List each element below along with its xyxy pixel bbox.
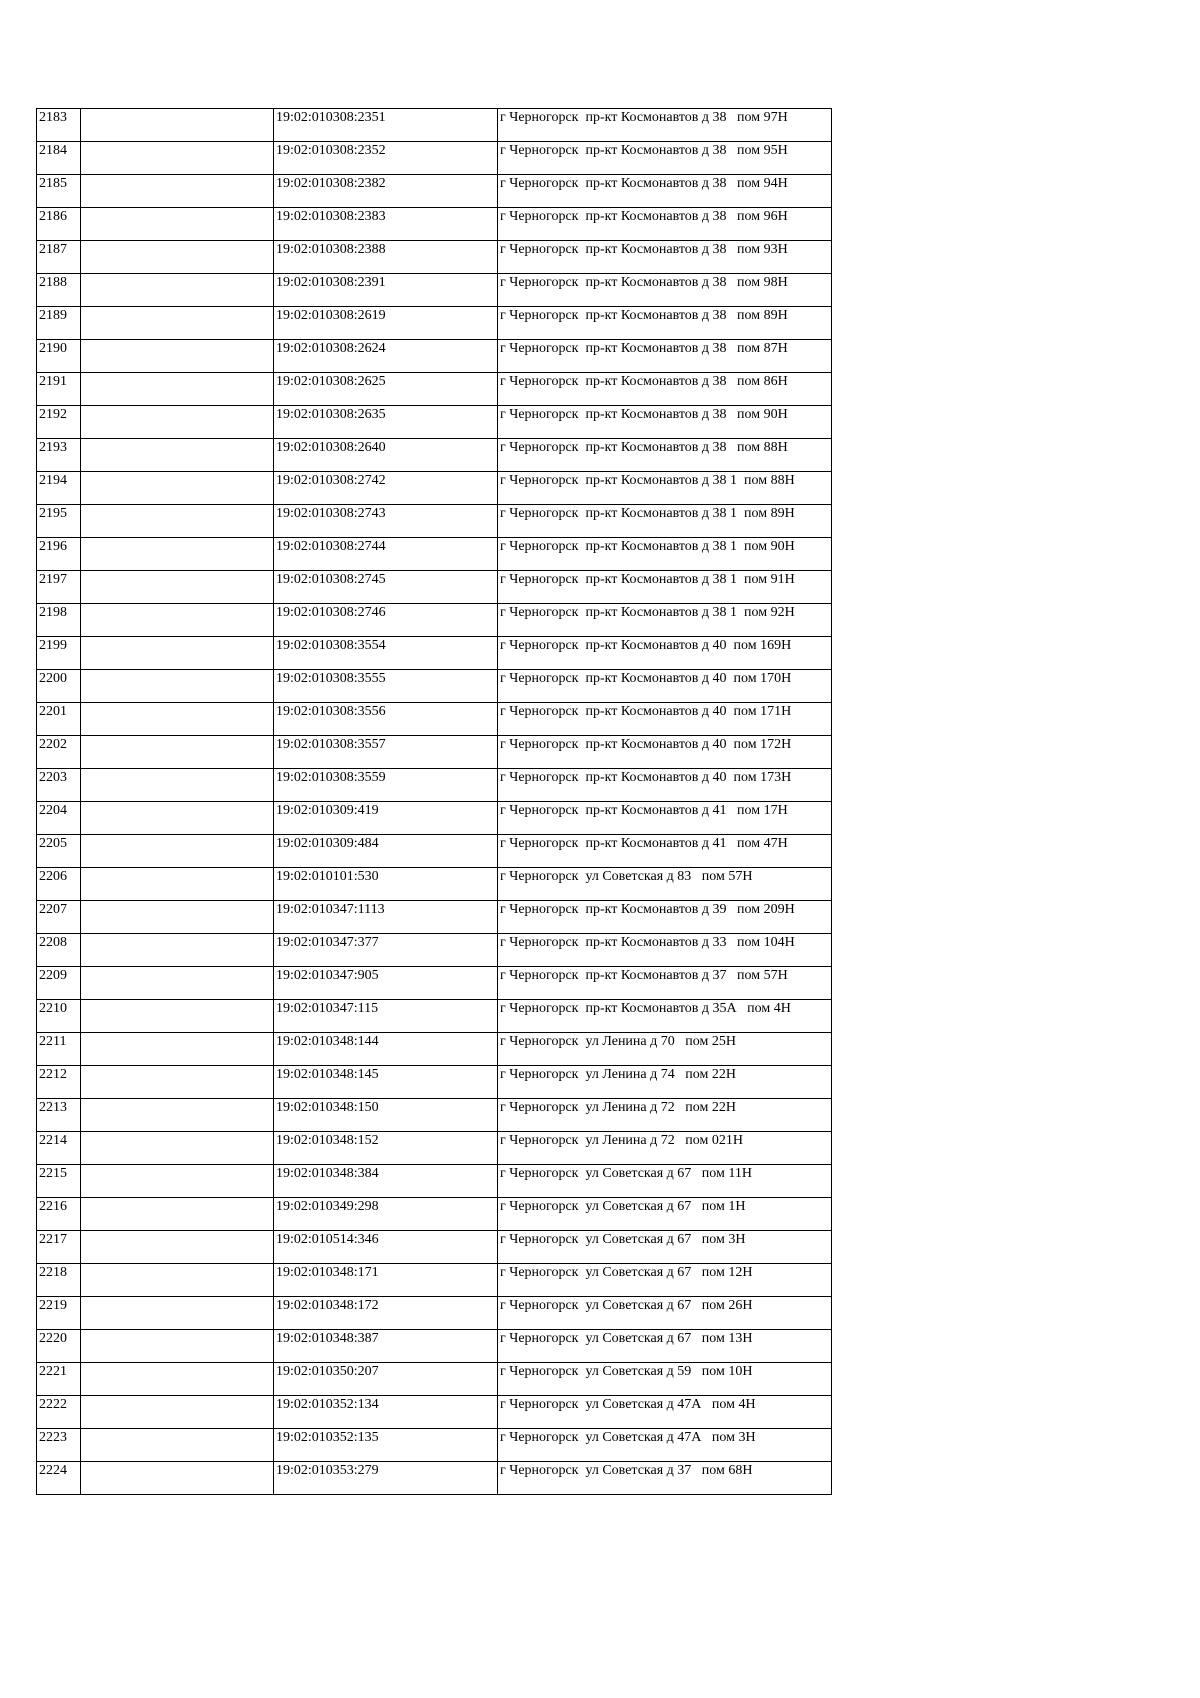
owner-cell [81, 1363, 274, 1396]
owner-cell [81, 1132, 274, 1165]
cadastral-number-cell: 19:02:010309:484 [274, 835, 498, 868]
owner-cell [81, 1165, 274, 1198]
table-row [37, 505, 832, 538]
owner-cell [81, 769, 274, 802]
owner-cell [81, 934, 274, 967]
table-row [37, 967, 832, 1000]
table-row [37, 274, 832, 307]
owner-cell [81, 406, 274, 439]
owner-cell [81, 241, 274, 274]
address-cell: г Черногорск пр-кт Космонавтов д 38 пом 88Н [498, 439, 832, 472]
owner-cell [81, 340, 274, 373]
cadastral-number-cell: 19:02:010308:2624 [274, 340, 498, 373]
address-cell: г Черногорск ул Ленина д 70 пом 25Н [498, 1033, 832, 1066]
address-cell: г Черногорск пр-кт Космонавтов д 35А пом 4Н [498, 1000, 832, 1033]
owner-cell [81, 1033, 274, 1066]
owner-cell [81, 472, 274, 505]
owner-cell [81, 1264, 274, 1297]
cadastral-number-cell: 19:02:010308:2640 [274, 439, 498, 472]
row-number-cell: 2221 [37, 1363, 81, 1396]
table-row [37, 1099, 832, 1132]
table-row [37, 439, 832, 472]
cadastral-number-cell: 19:02:010352:135 [274, 1429, 498, 1462]
address-cell: г Черногорск ул Советская д 67 пом 3Н [498, 1231, 832, 1264]
owner-cell [81, 571, 274, 604]
address-cell: г Черногорск ул Советская д 67 пом 26Н [498, 1297, 832, 1330]
owner-cell [81, 637, 274, 670]
address-cell: г Черногорск пр-кт Космонавтов д 38 пом 95Н [498, 142, 832, 175]
cadastral-number-cell: 19:02:010308:3559 [274, 769, 498, 802]
row-number-cell: 2183 [37, 109, 81, 142]
table-row [37, 175, 832, 208]
owner-cell [81, 1000, 274, 1033]
table-row [37, 340, 832, 373]
address-cell: г Черногорск пр-кт Космонавтов д 38 пом 86Н [498, 373, 832, 406]
table-row [37, 769, 832, 802]
row-number-cell: 2204 [37, 802, 81, 835]
table-row [37, 1396, 832, 1429]
row-number-cell: 2223 [37, 1429, 81, 1462]
row-number-cell: 2193 [37, 439, 81, 472]
address-cell: г Черногорск пр-кт Космонавтов д 39 пом 209Н [498, 901, 832, 934]
address-cell: г Черногорск ул Советская д 67 пом 1Н [498, 1198, 832, 1231]
cadastral-number-cell: 19:02:010101:530 [274, 868, 498, 901]
property-table-body [37, 109, 832, 1495]
row-number-cell: 2214 [37, 1132, 81, 1165]
address-cell: г Черногорск пр-кт Космонавтов д 38 пом 93Н [498, 241, 832, 274]
table-row [37, 835, 832, 868]
cadastral-number-cell: 19:02:010353:279 [274, 1462, 498, 1495]
cadastral-number-cell: 19:02:010308:2743 [274, 505, 498, 538]
row-number-cell: 2201 [37, 703, 81, 736]
address-cell: г Черногорск ул Ленина д 74 пом 22Н [498, 1066, 832, 1099]
table-row [37, 373, 832, 406]
address-cell: г Черногорск ул Советская д 67 пом 11Н [498, 1165, 832, 1198]
row-number-cell: 2198 [37, 604, 81, 637]
owner-cell [81, 439, 274, 472]
cadastral-number-cell: 19:02:010514:346 [274, 1231, 498, 1264]
cadastral-number-cell: 19:02:010308:2619 [274, 307, 498, 340]
owner-cell [81, 274, 274, 307]
row-number-cell: 2191 [37, 373, 81, 406]
cadastral-number-cell: 19:02:010308:2746 [274, 604, 498, 637]
row-number-cell: 2224 [37, 1462, 81, 1495]
address-cell: г Черногорск пр-кт Космонавтов д 38 пом 90Н [498, 406, 832, 439]
address-cell: г Черногорск пр-кт Космонавтов д 40 пом 173Н [498, 769, 832, 802]
address-cell: г Черногорск ул Советская д 83 пом 57Н [498, 868, 832, 901]
row-number-cell: 2219 [37, 1297, 81, 1330]
cadastral-number-cell: 19:02:010308:2745 [274, 571, 498, 604]
address-cell: г Черногорск ул Советская д 67 пом 13Н [498, 1330, 832, 1363]
owner-cell [81, 802, 274, 835]
table-row [37, 571, 832, 604]
owner-cell [81, 175, 274, 208]
table-row [37, 1132, 832, 1165]
table-row [37, 1330, 832, 1363]
table-row [37, 1198, 832, 1231]
cadastral-number-cell: 19:02:010308:3554 [274, 637, 498, 670]
owner-cell [81, 835, 274, 868]
address-cell: г Черногорск пр-кт Космонавтов д 40 пом 170Н [498, 670, 832, 703]
table-row [37, 1165, 832, 1198]
row-number-cell: 2216 [37, 1198, 81, 1231]
address-cell: г Черногорск пр-кт Космонавтов д 41 пом 17Н [498, 802, 832, 835]
cadastral-number-cell: 19:02:010308:2383 [274, 208, 498, 241]
row-number-cell: 2209 [37, 967, 81, 1000]
owner-cell [81, 967, 274, 1000]
cadastral-number-cell: 19:02:010348:150 [274, 1099, 498, 1132]
table-row [37, 1462, 832, 1495]
cadastral-number-cell: 19:02:010308:2625 [274, 373, 498, 406]
owner-cell [81, 604, 274, 637]
row-number-cell: 2215 [37, 1165, 81, 1198]
property-table [36, 108, 832, 1495]
table-row [37, 538, 832, 571]
table-row [37, 934, 832, 967]
address-cell: г Черногорск пр-кт Космонавтов д 38 пом 96Н [498, 208, 832, 241]
owner-cell [81, 670, 274, 703]
table-row [37, 736, 832, 769]
row-number-cell: 2195 [37, 505, 81, 538]
owner-cell [81, 373, 274, 406]
row-number-cell: 2210 [37, 1000, 81, 1033]
owner-cell [81, 1066, 274, 1099]
row-number-cell: 2190 [37, 340, 81, 373]
row-number-cell: 2220 [37, 1330, 81, 1363]
row-number-cell: 2194 [37, 472, 81, 505]
row-number-cell: 2208 [37, 934, 81, 967]
address-cell: г Черногорск ул Советская д 37 пом 68Н [498, 1462, 832, 1495]
address-cell: г Черногорск ул Советская д 47А пом 3Н [498, 1429, 832, 1462]
cadastral-number-cell: 19:02:010348:172 [274, 1297, 498, 1330]
table-row [37, 208, 832, 241]
owner-cell [81, 109, 274, 142]
row-number-cell: 2218 [37, 1264, 81, 1297]
cadastral-number-cell: 19:02:010308:2351 [274, 109, 498, 142]
row-number-cell: 2212 [37, 1066, 81, 1099]
table-row [37, 1264, 832, 1297]
row-number-cell: 2207 [37, 901, 81, 934]
cadastral-number-cell: 19:02:010308:3556 [274, 703, 498, 736]
cadastral-number-cell: 19:02:010348:171 [274, 1264, 498, 1297]
table-row [37, 868, 832, 901]
address-cell: г Черногорск ул Советская д 59 пом 10Н [498, 1363, 832, 1396]
cadastral-number-cell: 19:02:010308:2382 [274, 175, 498, 208]
row-number-cell: 2206 [37, 868, 81, 901]
table-row [37, 1297, 832, 1330]
row-number-cell: 2200 [37, 670, 81, 703]
owner-cell [81, 1231, 274, 1264]
cadastral-number-cell: 19:02:010348:145 [274, 1066, 498, 1099]
table-row [37, 802, 832, 835]
row-number-cell: 2186 [37, 208, 81, 241]
table-row [37, 670, 832, 703]
address-cell: г Черногорск пр-кт Космонавтов д 40 пом 171Н [498, 703, 832, 736]
address-cell: г Черногорск пр-кт Космонавтов д 38 1 пом 90Н [498, 538, 832, 571]
cadastral-number-cell: 19:02:010348:152 [274, 1132, 498, 1165]
owner-cell [81, 505, 274, 538]
owner-cell [81, 1099, 274, 1132]
owner-cell [81, 1429, 274, 1462]
table-row [37, 1000, 832, 1033]
cadastral-number-cell: 19:02:010347:115 [274, 1000, 498, 1033]
cadastral-number-cell: 19:02:010308:2352 [274, 142, 498, 175]
row-number-cell: 2205 [37, 835, 81, 868]
owner-cell [81, 736, 274, 769]
cadastral-number-cell: 19:02:010308:2391 [274, 274, 498, 307]
table-row [37, 637, 832, 670]
address-cell: г Черногорск ул Советская д 67 пом 12Н [498, 1264, 832, 1297]
cadastral-number-cell: 19:02:010348:384 [274, 1165, 498, 1198]
cadastral-number-cell: 19:02:010308:2388 [274, 241, 498, 274]
row-number-cell: 2213 [37, 1099, 81, 1132]
address-cell: г Черногорск пр-кт Космонавтов д 38 1 пом 91Н [498, 571, 832, 604]
address-cell: г Черногорск пр-кт Космонавтов д 38 пом 97Н [498, 109, 832, 142]
row-number-cell: 2222 [37, 1396, 81, 1429]
cadastral-number-cell: 19:02:010352:134 [274, 1396, 498, 1429]
address-cell: г Черногорск пр-кт Космонавтов д 38 пом 89Н [498, 307, 832, 340]
address-cell: г Черногорск пр-кт Космонавтов д 38 пом 94Н [498, 175, 832, 208]
address-cell: г Черногорск пр-кт Космонавтов д 38 пом 98Н [498, 274, 832, 307]
row-number-cell: 2202 [37, 736, 81, 769]
address-cell: г Черногорск пр-кт Космонавтов д 33 пом 104Н [498, 934, 832, 967]
address-cell: г Черногорск ул Ленина д 72 пом 021Н [498, 1132, 832, 1165]
table-row [37, 307, 832, 340]
row-number-cell: 2187 [37, 241, 81, 274]
row-number-cell: 2189 [37, 307, 81, 340]
address-cell: г Черногорск пр-кт Космонавтов д 38 пом 87Н [498, 340, 832, 373]
owner-cell [81, 868, 274, 901]
cadastral-number-cell: 19:02:010308:3555 [274, 670, 498, 703]
row-number-cell: 2199 [37, 637, 81, 670]
cadastral-number-cell: 19:02:010348:144 [274, 1033, 498, 1066]
table-row [37, 901, 832, 934]
address-cell: г Черногорск пр-кт Космонавтов д 40 пом 172Н [498, 736, 832, 769]
owner-cell [81, 1297, 274, 1330]
owner-cell [81, 1462, 274, 1495]
row-number-cell: 2197 [37, 571, 81, 604]
cadastral-number-cell: 19:02:010349:298 [274, 1198, 498, 1231]
row-number-cell: 2196 [37, 538, 81, 571]
table-row [37, 1363, 832, 1396]
row-number-cell: 2188 [37, 274, 81, 307]
table-row [37, 1231, 832, 1264]
cadastral-number-cell: 19:02:010348:387 [274, 1330, 498, 1363]
owner-cell [81, 307, 274, 340]
cadastral-number-cell: 19:02:010350:207 [274, 1363, 498, 1396]
address-cell: г Черногорск пр-кт Космонавтов д 38 1 пом 89Н [498, 505, 832, 538]
owner-cell [81, 1330, 274, 1363]
owner-cell [81, 1198, 274, 1231]
owner-cell [81, 538, 274, 571]
table-row [37, 1429, 832, 1462]
row-number-cell: 2184 [37, 142, 81, 175]
address-cell: г Черногорск пр-кт Космонавтов д 38 1 пом 88Н [498, 472, 832, 505]
cadastral-number-cell: 19:02:010308:2744 [274, 538, 498, 571]
table-row [37, 142, 832, 175]
table-row [37, 472, 832, 505]
row-number-cell: 2217 [37, 1231, 81, 1264]
cadastral-number-cell: 19:02:010308:2635 [274, 406, 498, 439]
address-cell: г Черногорск пр-кт Космонавтов д 41 пом 47Н [498, 835, 832, 868]
table-row [37, 1033, 832, 1066]
table-row [37, 604, 832, 637]
row-number-cell: 2203 [37, 769, 81, 802]
cadastral-number-cell: 19:02:010347:1113 [274, 901, 498, 934]
address-cell: г Черногорск ул Ленина д 72 пом 22Н [498, 1099, 832, 1132]
address-cell: г Черногорск пр-кт Космонавтов д 38 1 пом 92Н [498, 604, 832, 637]
cadastral-number-cell: 19:02:010308:3557 [274, 736, 498, 769]
address-cell: г Черногорск пр-кт Космонавтов д 40 пом 169Н [498, 637, 832, 670]
cadastral-number-cell: 19:02:010309:419 [274, 802, 498, 835]
owner-cell [81, 703, 274, 736]
table-row [37, 109, 832, 142]
owner-cell [81, 208, 274, 241]
row-number-cell: 2185 [37, 175, 81, 208]
table-row [37, 406, 832, 439]
table-row [37, 703, 832, 736]
owner-cell [81, 142, 274, 175]
owner-cell [81, 901, 274, 934]
cadastral-number-cell: 19:02:010308:2742 [274, 472, 498, 505]
address-cell: г Черногорск ул Советская д 47А пом 4Н [498, 1396, 832, 1429]
address-cell: г Черногорск пр-кт Космонавтов д 37 пом 57Н [498, 967, 832, 1000]
row-number-cell: 2192 [37, 406, 81, 439]
table-row [37, 1066, 832, 1099]
row-number-cell: 2211 [37, 1033, 81, 1066]
table-row [37, 241, 832, 274]
owner-cell [81, 1396, 274, 1429]
cadastral-number-cell: 19:02:010347:905 [274, 967, 498, 1000]
cadastral-number-cell: 19:02:010347:377 [274, 934, 498, 967]
